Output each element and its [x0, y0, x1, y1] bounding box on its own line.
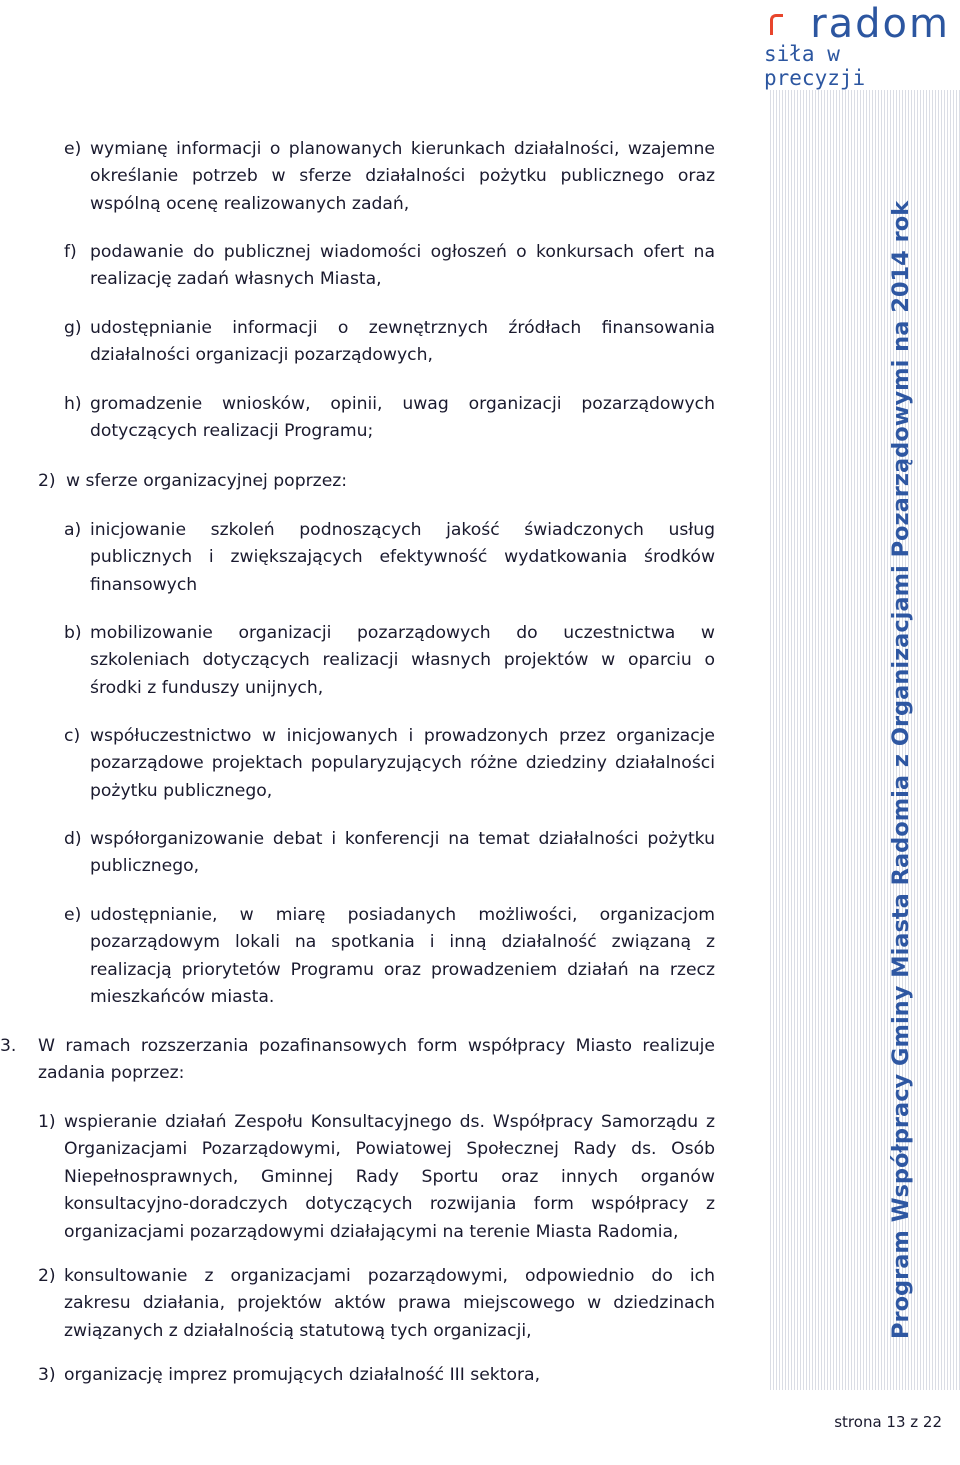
- list-item: [38, 1362, 715, 1389]
- list-item: [64, 517, 715, 599]
- section-label: 2): [38, 471, 56, 491]
- list-item: [64, 239, 715, 294]
- radom-logo: [764, 1, 954, 90]
- section-text: W ramach rozszerzania pozafinansowych form współpracy Miasto realizuje zadania poprzez:: [38, 1036, 715, 1084]
- list-item-text: organizację imprez promujących działalność III sektora,: [64, 1365, 541, 1385]
- list-item: [64, 136, 715, 218]
- list-item: [64, 391, 715, 446]
- list-item-text: wymianę informacji o planowanych kierunkach działalności, wzajemne określanie potrzeb w sferze działalności pożytku publicznego oraz wspólną ocenę realizowanych zadań,: [90, 139, 715, 214]
- list-item-text: współuczestnictwo w inicjowanych i prowadzonych przez organizacje pozarządowe projektach popularyzujących różne dziedziny działalności pożytku publicznego,: [90, 726, 715, 801]
- list-item-label: 2): [38, 1266, 56, 1286]
- list-item: [64, 723, 715, 805]
- decorative-stripe: [770, 90, 960, 1390]
- list-item-label: c): [64, 726, 81, 746]
- list-item: [64, 315, 715, 370]
- logo-tagline: siła w precyzji: [764, 42, 866, 90]
- list-item-text: mobilizowanie organizacji pozarządowych do uczestnictwa w szkoleniach dotyczących realizacji własnych projektów w oparciu o środki z funduszy unijnych,: [90, 623, 715, 698]
- list-item-label: 1): [38, 1112, 56, 1132]
- page-number: strona 13 z 22: [834, 1413, 942, 1431]
- section-number: 3.: [0, 1036, 17, 1056]
- section-paragraph: [0, 1033, 715, 1088]
- list-item-text: gromadzenie wniosków, opinii, uwag organizacji pozarządowych dotyczących realizacji Programu;: [90, 394, 715, 442]
- list-item-label: d): [64, 829, 82, 849]
- list-item-label: 3): [38, 1365, 56, 1385]
- list-item-text: wspieranie działań Zespołu Konsultacyjnego ds. Współpracy Samorządu z Organizacjami Pozarządowymi, Powiatowej Społecznej Rady ds. Osób Niepełnosprawnych, Gminnej Rady Sportu oraz innych organów konsultacyjno-doradczych dotyczących rozwijania form współpracy z organizacjami pozarządowymi działającymi na terenie Miasta Radomia,: [64, 1112, 715, 1242]
- list-item-label: e): [64, 139, 82, 159]
- list-item-label: a): [64, 520, 82, 540]
- list-item: [38, 1109, 715, 1246]
- list-item-text: udostępnianie, w miarę posiadanych możliwości, organizacjom pozarządowym lokali na spotkania i inną działalność związaną z realizacją priorytetów Programu oraz prowadzeniem działań na rzecz mieszkańców miasta.: [90, 905, 715, 1008]
- list-item-label: g): [64, 318, 82, 338]
- sidebar-program-title: Program Współpracy Gminy Miasta Radomia z Organizacjami Pozarządowymi na 2014 rok: [888, 200, 914, 1339]
- list-item-text: udostępnianie informacji o zewnętrznych źródłach finansowania działalności organizacji pozarządowych,: [90, 318, 715, 366]
- list-item-label: h): [64, 394, 82, 414]
- list-item: [64, 620, 715, 702]
- list-item-text: podawanie do publicznej wiadomości ogłoszeń o konkursach ofert na realizację zadań własnych Miasta,: [90, 242, 715, 290]
- list-item-label: f): [64, 242, 77, 262]
- list-item: [38, 1263, 715, 1345]
- section-heading: [38, 468, 715, 495]
- list-item-label: b): [64, 623, 82, 643]
- list-item-label: e): [64, 905, 82, 925]
- list-item-text: konsultowanie z organizacjami pozarządowymi, odpowiednio do ich zakresu działania, projektów aktów prawa miejscowego w dziedzinach związanych z działalnością statutową tych organizacji,: [64, 1266, 715, 1341]
- logo-accent-mark: [770, 14, 783, 35]
- logo-wordmark: radom: [810, 1, 950, 47]
- list-item: [64, 826, 715, 881]
- list-item-text: współorganizowanie debat i konferencji na temat działalności pożytku publicznego,: [90, 829, 715, 877]
- section-text: w sferze organizacyjnej poprzez:: [66, 471, 348, 491]
- list-item-text: inicjowanie szkoleń podnoszących jakość świadczonych usług publicznych i zwiększających efektywność wydatkowania środków finansowych: [90, 520, 715, 595]
- list-item: [64, 902, 715, 1012]
